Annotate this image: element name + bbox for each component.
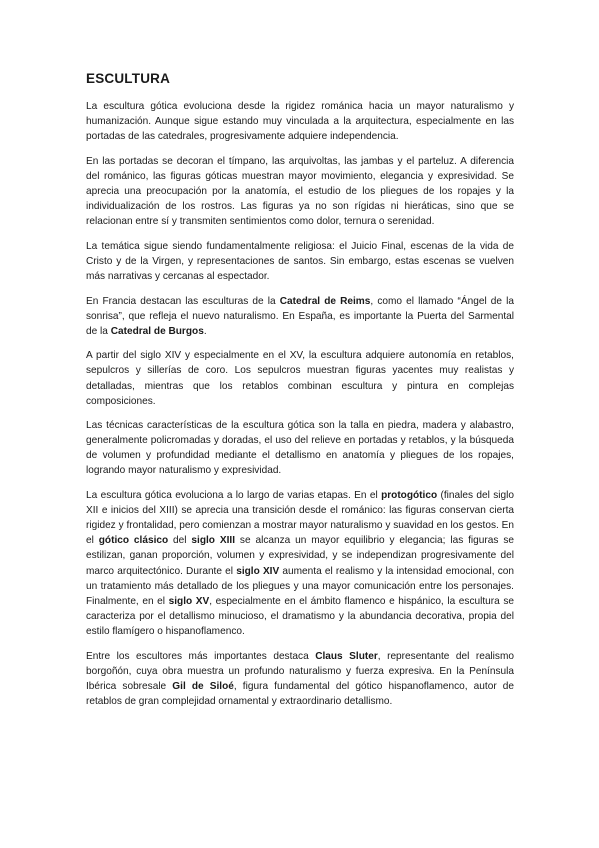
bold-text: Catedral de Burgos — [110, 325, 204, 337]
text-run: , figura fundamental del gótico hispanoflamenco, autor de retablos de gran complejidad ornamental y extraordinario detallismo. — [86, 680, 515, 707]
text-run: , representante del realismo borgoñón, cuya obra muestra un profundo naturalismo y fuerza expresiva. En la Península Ibérica sobresale — [86, 650, 514, 692]
text-run: La escultura gótica evoluciona desde la rigidez románica hacia un mayor naturalismo y humanización. Aunque sigue estando muy vinculada a la arquitectura, especialmente en las portadas de las catedrales, progresivamente adquiere independencia. — [86, 101, 514, 143]
text-run: A partir del siglo XIV y especialmente en el XV, la escultura adquiere autonomía en retablos, sepulcros y sillerías de coro. Los sepulcros muestran figuras yacentes muy realistas y detalladas, mientras que los retablos combinan escultura y pintura en complejas composiciones. — [86, 350, 514, 407]
text-run: Entre los escultores más importantes destaca — [86, 650, 316, 662]
paragraph — [86, 154, 514, 229]
text-run: se alcanza un mayor equilibrio y elegancia; las figuras se estilizan, ganan proporción, volumen y expresividad, y se independizan progresivamente del marco arquitectónico. Durante el — [86, 535, 514, 577]
text-run: En Francia destacan las esculturas de la — [86, 295, 280, 307]
text-run: , especialmente en el ámbito flamenco e hispánico, la escultura se caracteriza por el detallismo minucioso, el dramatismo y la abundancia decorativa, propia del estilo flamígero o hispanoflamenco. — [86, 595, 515, 637]
text-run: , como el llamado “Ángel de la sonrisa”, que refleja el nuevo naturalismo. En España, es importante la Puerta del Sarmental de la — [86, 295, 515, 337]
bold-text: siglo XIV — [236, 565, 280, 577]
paragraph — [86, 649, 514, 709]
bold-text: protogótico — [381, 490, 438, 502]
text-run: (finales del siglo XII e inicios del XIII) se aprecia una transición desde el románico: las figuras conservan cierta rigidez y frontalidad, pero comienzan a mostrar mayor naturalismo y suavidad en los gestos. En el — [86, 490, 514, 547]
text-run: . — [203, 325, 207, 337]
bold-text: gótico clásico — [98, 535, 169, 547]
bold-text: Gil de Siloé — [172, 680, 234, 692]
document-page — [86, 70, 514, 718]
text-run: La temática sigue siendo fundamentalmente religiosa: el Juicio Final, escenas de la vida de Cristo y de la Virgen, y representaciones de santos. Sin embargo, estas escenas se vuelven más narrativas y cercanas al espectador. — [86, 240, 514, 282]
text-run: Las técnicas características de la escultura gótica son la talla en piedra, madera y alabastro, generalmente policromadas y doradas, el uso del relieve en portadas y retablos, y la búsqueda de volumen y profundidad mediante el detallismo en anatomía y pliegues de los ropajes, logrando mayor naturalismo y expresividad. — [86, 420, 514, 477]
bold-text: siglo XV — [168, 595, 210, 607]
text-run: aumenta el realismo y la intensidad emocional, con un tratamiento más detallado de los pliegues y una mayor comunicación entre los personajes. Finalmente, en el — [86, 565, 514, 607]
document-title: ESCULTURA — [86, 71, 171, 86]
bold-text: siglo XIII — [191, 535, 236, 547]
paragraph — [86, 418, 514, 478]
bold-text: Catedral de Reims — [279, 295, 371, 307]
text-run: del — [168, 535, 192, 547]
paragraph — [86, 294, 514, 339]
text-run: En las portadas se decoran el tímpano, las arquivoltas, las jambas y el parteluz. A diferencia del románico, las figuras góticas muestran mayor movimiento, elegancia y expresividad. Se aprecia una preocupación por la anatomía, el estudio de los pliegues de los ropajes y la individualización de los rostros. Las figuras ya no son rígidas ni hieráticas, sino que se relacionan entre sí y transmiten sentimientos como dolor, ternura o serenidad. — [86, 155, 514, 228]
text-run: La escultura gótica evoluciona a lo largo de varias etapas. En el — [86, 490, 382, 502]
document-body — [86, 99, 514, 709]
bold-text: Claus Sluter — [315, 650, 378, 662]
paragraph — [86, 488, 514, 639]
paragraph — [86, 348, 514, 408]
paragraph — [86, 99, 514, 144]
paragraph — [86, 239, 514, 284]
